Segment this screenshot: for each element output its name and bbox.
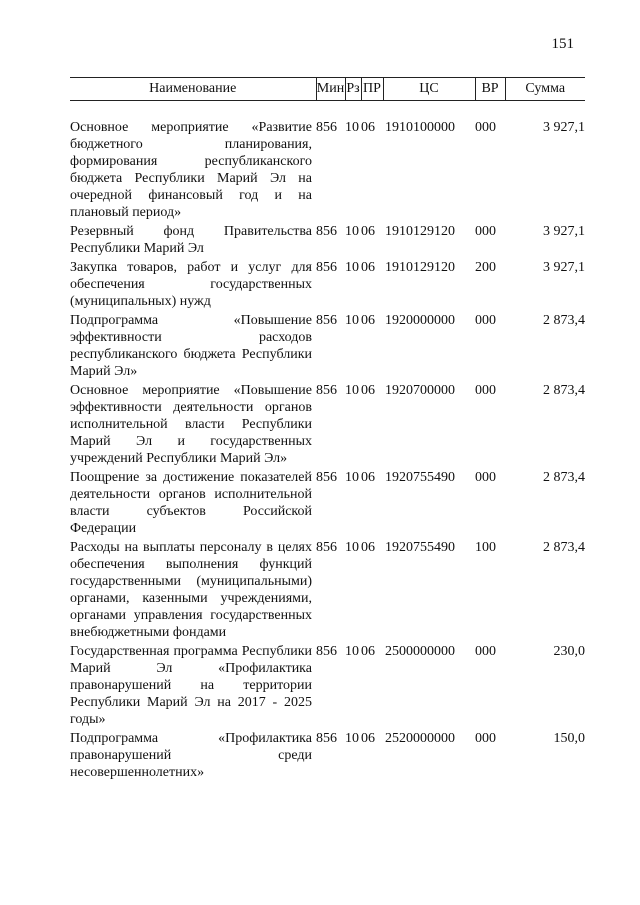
table-row	[70, 119, 585, 223]
table-row	[70, 539, 585, 643]
row-min: 856	[316, 120, 337, 135]
header-sum: Сумма	[505, 78, 585, 101]
row-pr: 06	[361, 644, 375, 659]
row-min: 856	[316, 383, 337, 398]
row-cs: 1920700000	[385, 383, 455, 398]
row-sum: 3 927,1	[543, 120, 585, 135]
header-pr: ПР	[361, 78, 383, 101]
row-rz: 10	[345, 540, 359, 555]
row-cs: 1920755490	[385, 470, 455, 485]
table-row	[70, 312, 585, 382]
row-cs: 1920755490	[385, 540, 455, 555]
row-sum: 230,0	[553, 644, 585, 659]
row-pr: 06	[361, 540, 375, 555]
row-name: Закупка товаров, работ и услуг для обеспечения государственных (муниципальных) нужд	[70, 260, 312, 309]
row-rz: 10	[345, 470, 359, 485]
row-rz: 10	[345, 731, 359, 746]
row-sum: 150,0	[553, 731, 585, 746]
row-rz: 10	[345, 383, 359, 398]
row-min: 856	[316, 540, 337, 555]
row-sum: 2 873,4	[543, 470, 585, 485]
row-rz: 10	[345, 313, 359, 328]
row-cs: 1910129120	[385, 260, 455, 275]
header-vr: ВР	[475, 78, 505, 101]
row-vr: 000	[475, 224, 496, 239]
row-vr: 000	[475, 313, 496, 328]
table-header-row	[70, 78, 585, 101]
table-row	[70, 643, 585, 730]
row-name: Основное мероприятие «Повышение эффективности деятельности органов исполнительной власти Республики Марий Эл и государственных учреждений Республики Марий Эл»	[70, 383, 312, 466]
row-rz: 10	[345, 260, 359, 275]
row-rz: 10	[345, 644, 359, 659]
row-pr: 06	[361, 470, 375, 485]
header-cs: ЦС	[383, 78, 475, 101]
header-spacer	[70, 101, 585, 120]
row-pr: 06	[361, 260, 375, 275]
page-number: 151	[551, 36, 574, 52]
header-rz: Рз	[345, 78, 361, 101]
row-name: Государственная программа Республики Марий Эл «Профилактика правонарушений на территории Республики Марий Эл на 2017 - 2025 годы»	[70, 644, 312, 727]
row-name: Подпрограмма «Повышение эффективности расходов республиканского бюджета Республики Марий Эл»	[70, 313, 312, 379]
table-row	[70, 469, 585, 539]
row-pr: 06	[361, 731, 375, 746]
row-cs: 1920000000	[385, 313, 455, 328]
row-sum: 2 873,4	[543, 540, 585, 555]
row-cs: 2500000000	[385, 644, 455, 659]
row-sum: 3 927,1	[543, 260, 585, 275]
row-cs: 2520000000	[385, 731, 455, 746]
row-pr: 06	[361, 120, 375, 135]
row-name: Резервный фонд Правительства Республики Марий Эл	[70, 224, 312, 256]
table-row	[70, 259, 585, 312]
row-vr: 100	[475, 540, 496, 555]
row-min: 856	[316, 644, 337, 659]
row-name: Расходы на выплаты персоналу в целях обеспечения выполнения функций государственными (муниципальными) органами, казенными учреждениями, органами управления государственных внебюджетными фондами	[70, 540, 312, 640]
row-vr: 000	[475, 644, 496, 659]
header-name: Наименование	[70, 78, 316, 101]
row-sum: 2 873,4	[543, 313, 585, 328]
row-pr: 06	[361, 383, 375, 398]
row-min: 856	[316, 313, 337, 328]
row-min: 856	[316, 224, 337, 239]
row-rz: 10	[345, 224, 359, 239]
row-vr: 000	[475, 470, 496, 485]
row-vr: 000	[475, 383, 496, 398]
row-cs: 1910100000	[385, 120, 455, 135]
table-row	[70, 223, 585, 259]
row-min: 856	[316, 470, 337, 485]
row-pr: 06	[361, 224, 375, 239]
budget-table	[70, 77, 585, 783]
table-row	[70, 382, 585, 469]
row-vr: 000	[475, 120, 496, 135]
row-vr: 200	[475, 260, 496, 275]
table-row	[70, 730, 585, 783]
row-name: Поощрение за достижение показателей деятельности органов исполнительной власти субъектов Российской Федерации	[70, 470, 312, 536]
row-pr: 06	[361, 313, 375, 328]
row-name: Основное мероприятие «Развитие бюджетного планирования, формирования республиканского бюджета Республики Марий Эл на очередной финансовый год и на плановый период»	[70, 120, 312, 220]
row-vr: 000	[475, 731, 496, 746]
header-min: Мин	[316, 78, 345, 101]
row-cs: 1910129120	[385, 224, 455, 239]
row-rz: 10	[345, 120, 359, 135]
row-sum: 2 873,4	[543, 383, 585, 398]
row-min: 856	[316, 260, 337, 275]
row-min: 856	[316, 731, 337, 746]
row-sum: 3 927,1	[543, 224, 585, 239]
row-name: Подпрограмма «Профилактика правонарушений среди несовершеннолетних»	[70, 731, 312, 780]
